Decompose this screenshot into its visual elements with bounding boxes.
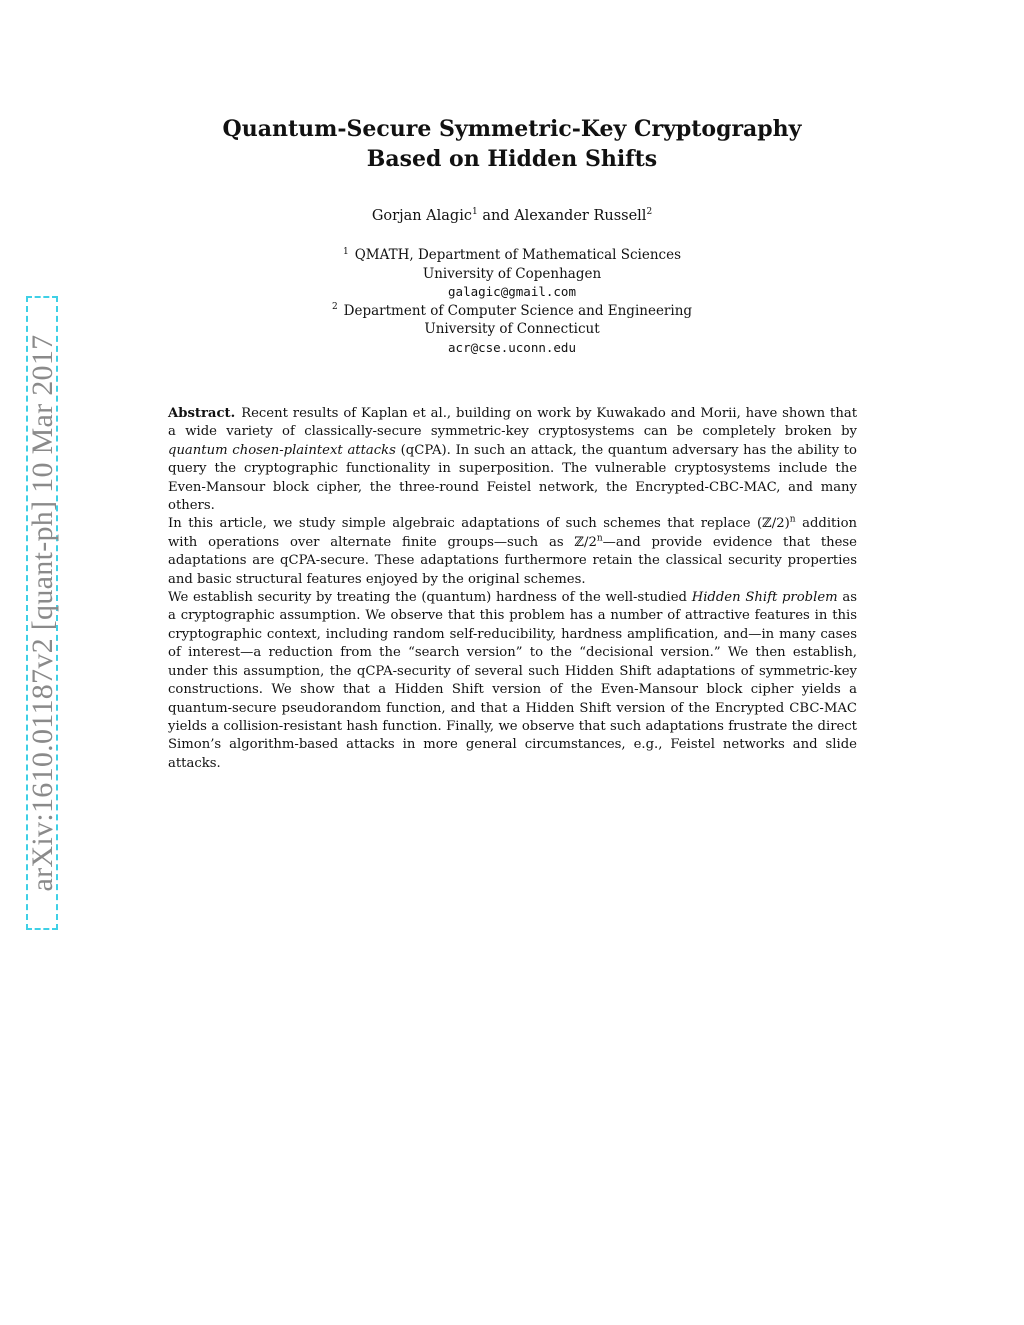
affiliation-2-dept: $^2$ Department of Computer Science and Engineering bbox=[331, 302, 693, 319]
author-1-affil-marker: 1 bbox=[471, 207, 478, 218]
affiliation-2-marker: 2 bbox=[331, 302, 338, 312]
affiliation-1-marker: 1 bbox=[342, 246, 349, 257]
affiliation-2-email[interactable]: acr@cse.uconn.edu bbox=[448, 339, 576, 355]
author-1: Gorjan Alagic bbox=[371, 208, 472, 224]
abstract-emphasis-qcpa: quantum chosen-plaintext attacks bbox=[168, 442, 396, 458]
affiliation-1-dept: $^1$ QMATH, Department of Mathematical Sciences bbox=[342, 246, 682, 263]
title-line-1: Quantum-Secure Symmetric-Key Cryptography bbox=[222, 116, 802, 142]
abstract-paragraph-1: Abstract. Recent results of Kaplan et al., building on work by Kuwakado and Morii, have shown that a wide variety of classically-secure symmetric-key cryptosystems can be completely broken by quantum chosen-plaintext attacks (qCPA). In such an attack, the quantum adversary has the ability to query the cryptographic functionality in superposition. The vulnerable cryptosystems include the Even-Mansour block cipher, the three-round Feistel network, the Encrypted-CBC-MAC, and many others. bbox=[168, 406, 857, 514]
abstract-paragraph-2: In this article, we study simple algebraic adaptations of such schemes that replace (ℤ/2)$^n$ addition with operations over alternate finite groups—such as ℤ/2$^n$—and provide evidence that these adaptations are qCPA-secure. These adaptations furthermore retain the classical security properties and basic structural features enjoyed by the original schemes. bbox=[168, 515, 858, 587]
author-2: Alexander Russell bbox=[514, 208, 647, 224]
affiliations bbox=[0, 246, 1024, 357]
abstract-label: Abstract. bbox=[168, 406, 236, 421]
title-line-2: Based on Hidden Shifts bbox=[366, 146, 658, 172]
affiliation-2-university: University of Connecticut bbox=[424, 321, 600, 337]
affiliation-1-email[interactable]: galagic@gmail.com bbox=[448, 284, 576, 299]
arxiv-identifier[interactable]: arXiv:1610.01187v2 [quant-ph] 10 Mar 2017 bbox=[26, 334, 59, 892]
abstract bbox=[168, 405, 857, 773]
author-2-affil-marker: 2 bbox=[646, 207, 653, 218]
author-list bbox=[0, 208, 1024, 224]
author-conjunction: and bbox=[482, 208, 510, 224]
affiliation-1-university: University of Copenhagen bbox=[422, 265, 602, 282]
abstract-emphasis-hidden-shift: Hidden Shift problem bbox=[691, 590, 838, 606]
abstract-paragraph-3: We establish security by treating the (quantum) hardness of the well-studied Hidden Shift problem as a cryptographic assumption. We observe that this problem has a number of attractive features in this cryptographic context, including random self-reducibility, hardness amplification, and—in many cases of interest—a reduction from the “search version” to the “decisional version.” We then establish, under this assumption, the qCPA-security of several such Hidden Shift adaptations of symmetric-key constructions. We show that a Hidden Shift version of the Even-Mansour block cipher yields a quantum-secure pseudorandom function, and that a Hidden Shift version of the Encrypted CBC-MAC yields a collision-resistant hash function. Finally, we observe that such adaptations frustrate the direct Simon’s algorithm-based attacks in more general circumstances, e.g., Feistel networks and slide attacks. bbox=[168, 590, 857, 771]
paper-title bbox=[0, 114, 1024, 174]
